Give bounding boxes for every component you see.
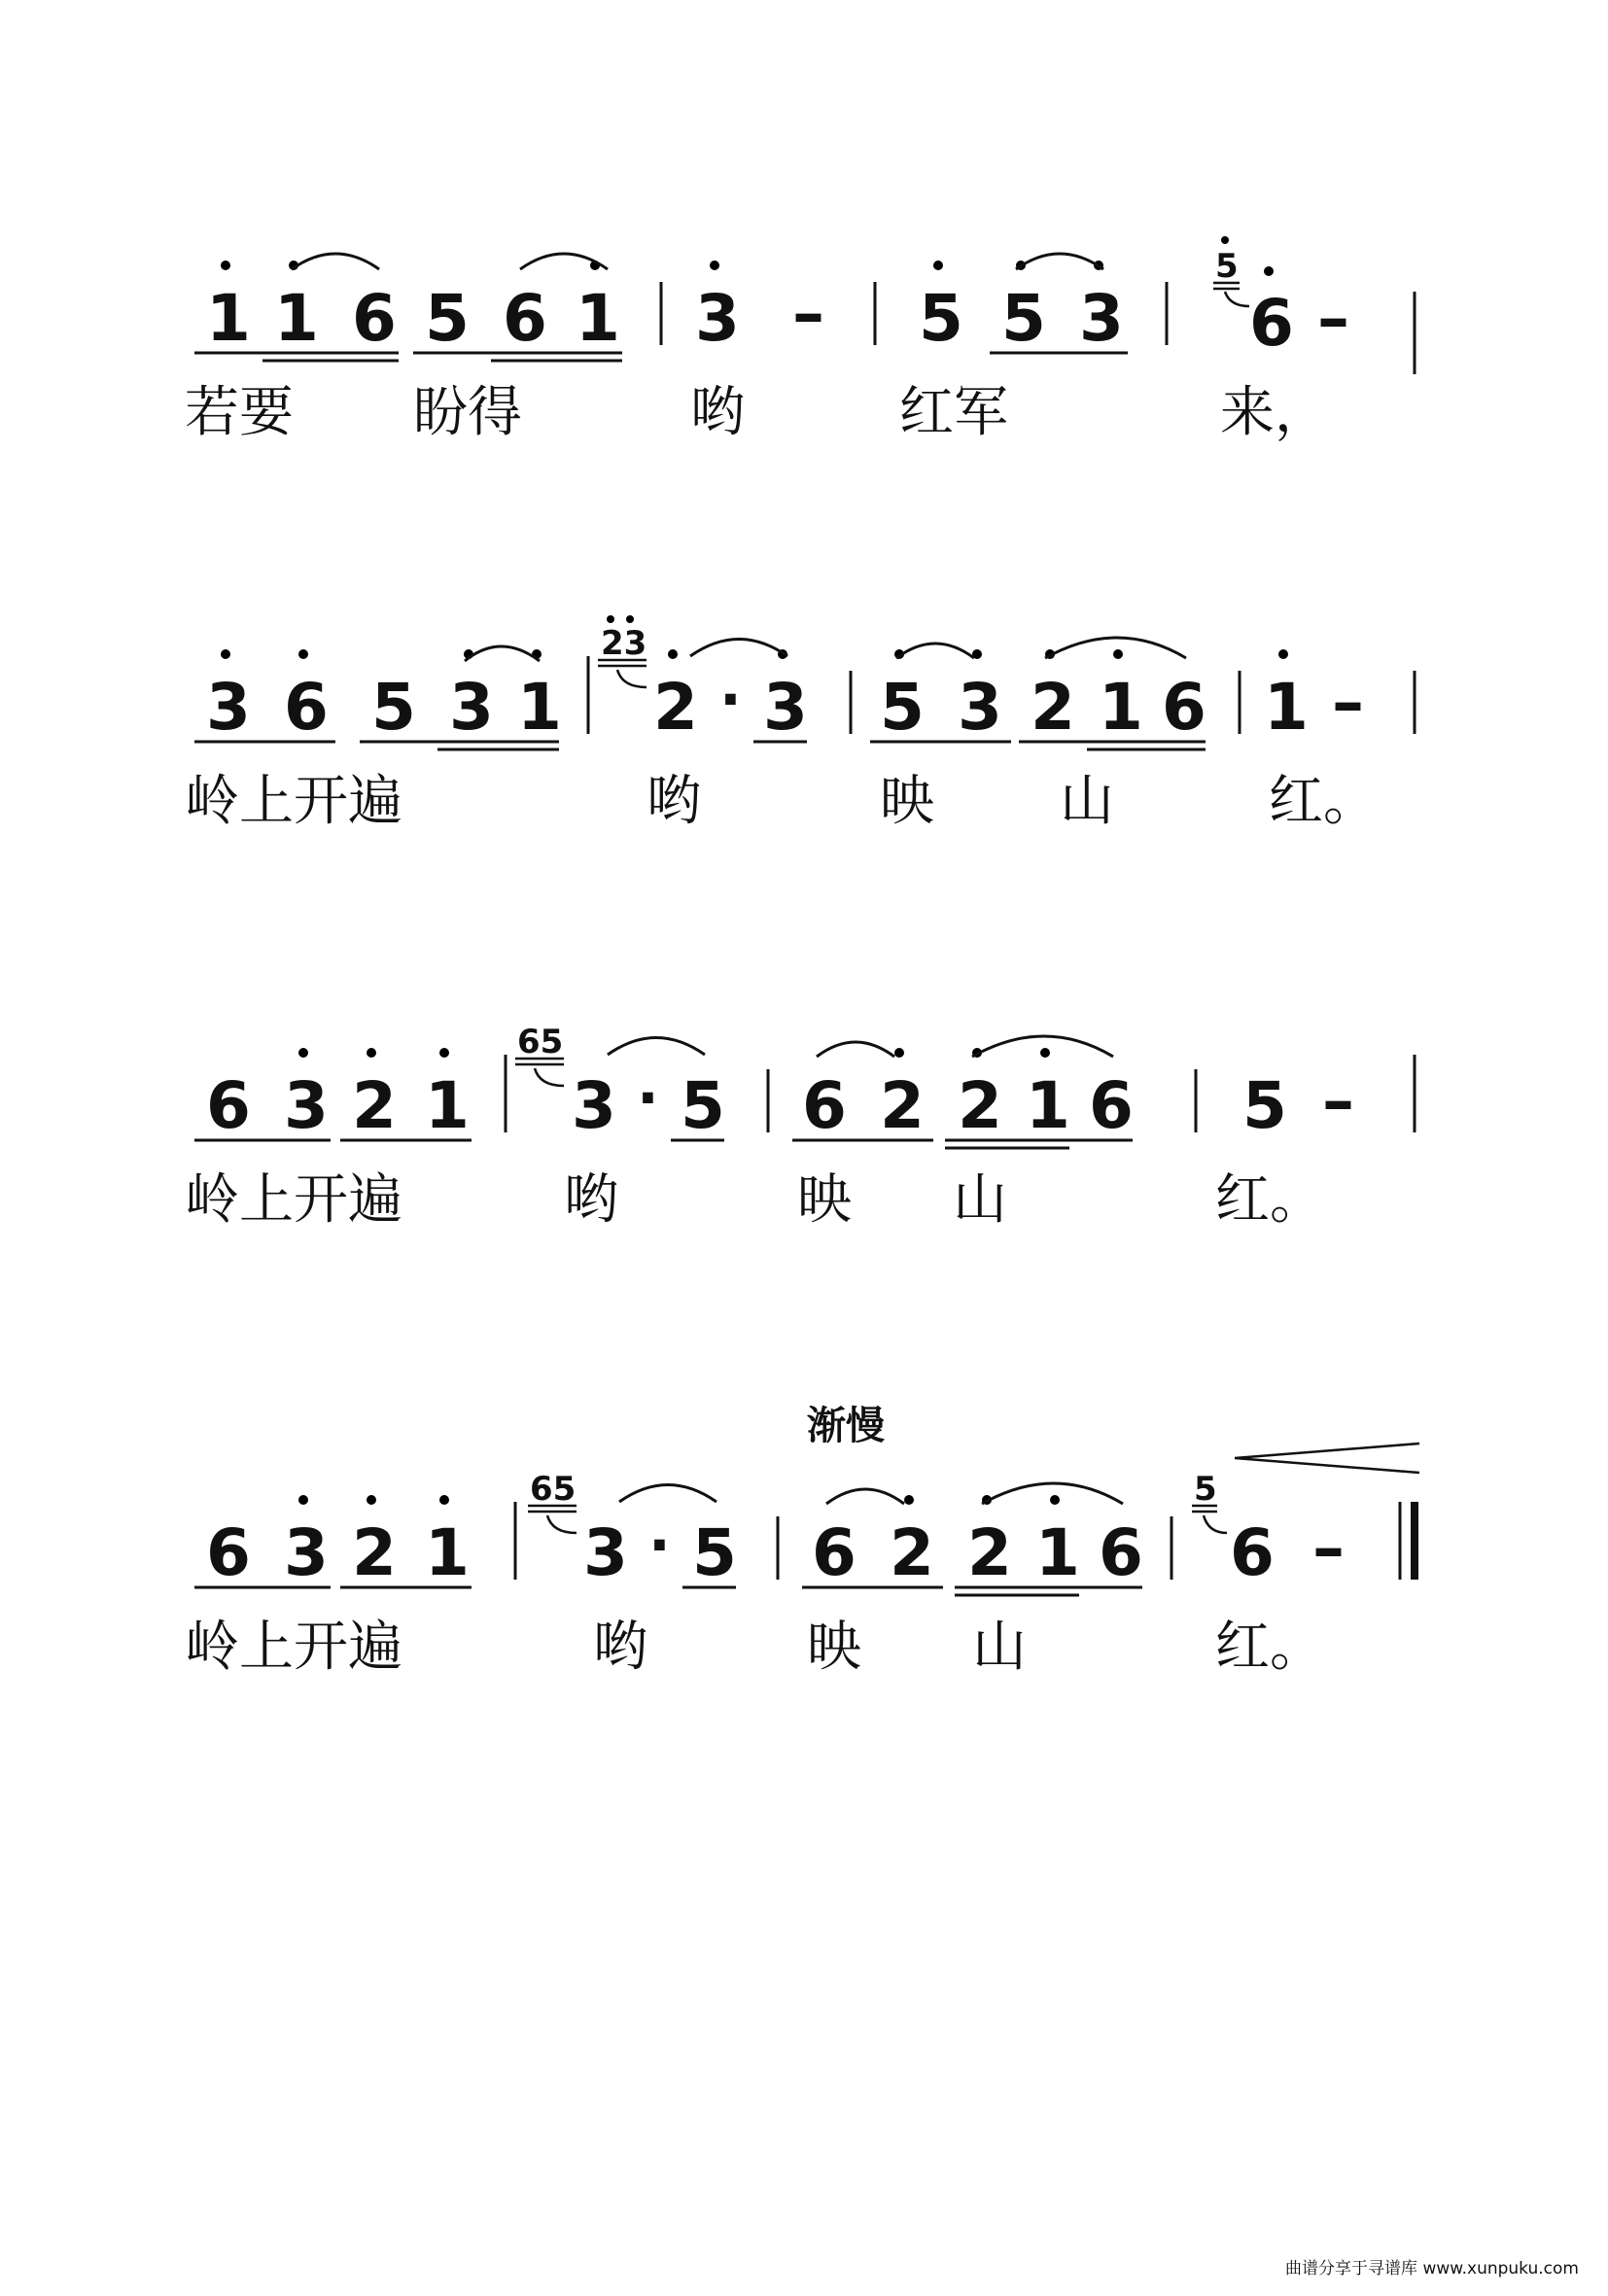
octave-dot (1278, 649, 1288, 659)
octave-dot (1050, 1495, 1060, 1505)
octave-dot (367, 1495, 376, 1505)
lyric: 山 (972, 1616, 1027, 1679)
lyric: 红。 (1269, 770, 1378, 833)
octave-dot (933, 261, 943, 270)
grace-note: 5 (1215, 247, 1239, 286)
note: 1 (274, 281, 319, 356)
slur (690, 640, 787, 657)
lyric: 山 (953, 1168, 1007, 1232)
lyric: 红军 (899, 381, 1008, 444)
note: 6 (1099, 1515, 1143, 1590)
octave-dot (1264, 266, 1274, 276)
note: 6 (352, 281, 397, 356)
slur (465, 646, 540, 661)
dash: – (1332, 665, 1364, 740)
lyric: 映 (797, 1168, 852, 1232)
lyric: 若要 (185, 381, 294, 444)
lyric: 红。 (1215, 1168, 1324, 1232)
augmentation-dot: · (637, 1064, 659, 1132)
note: 3 (284, 1068, 329, 1143)
note: 3 (695, 281, 740, 356)
note: 3 (449, 670, 494, 745)
note: 3 (763, 670, 808, 745)
lyric: 映 (880, 770, 934, 833)
note: 1 (425, 1068, 470, 1143)
octave-dot (710, 261, 719, 270)
note: 6 (802, 1068, 847, 1143)
lyrics-line (185, 758, 1449, 836)
grace-note: 65 (517, 1023, 564, 1061)
note: 6 (812, 1515, 856, 1590)
note: 6 (206, 1515, 251, 1590)
note: 5 (692, 1515, 737, 1590)
footer-credit: 曲谱分享于寻谱库 www.xunpuku.com (1285, 2259, 1579, 2279)
note: 1 (517, 670, 562, 745)
note: 1 (1035, 1515, 1080, 1590)
octave-dot (607, 615, 614, 623)
note: 1 (1099, 670, 1143, 745)
note: 2 (1031, 670, 1075, 745)
slur (608, 1038, 705, 1056)
note: 1 (1264, 670, 1309, 745)
octave-dot (894, 1048, 904, 1058)
note: 6 (206, 1068, 251, 1143)
note: 3 (284, 1515, 329, 1590)
note: 3 (206, 670, 251, 745)
note: 6 (1230, 1515, 1275, 1590)
lyric: 岭上开遍 (185, 1168, 402, 1232)
slur (817, 1042, 894, 1057)
dash: – (1322, 1063, 1354, 1138)
octave-dot (221, 649, 230, 659)
dash: – (1317, 281, 1349, 356)
grace-slur (1225, 292, 1249, 306)
note: 5 (880, 670, 925, 745)
octave-dot (439, 1495, 449, 1505)
grace-note: 5 (1194, 1470, 1217, 1509)
octave-dot (1040, 1048, 1050, 1058)
octave-dot (367, 1048, 376, 1058)
lyric: 哟 (647, 770, 701, 833)
octave-dot (626, 615, 634, 623)
augmentation-dot: · (719, 666, 742, 734)
note: 6 (503, 281, 547, 356)
note: 2 (967, 1515, 1012, 1590)
octave-dot (298, 1495, 308, 1505)
grace-slur (547, 1515, 577, 1533)
slur (1016, 254, 1103, 269)
note: 2 (352, 1515, 397, 1590)
grace-slur (617, 670, 647, 687)
note: 6 (1162, 670, 1206, 745)
lyric: 哟 (593, 1616, 647, 1679)
note: 2 (890, 1515, 934, 1590)
grace-slur (535, 1068, 564, 1086)
lyric: 岭上开遍 (185, 1616, 402, 1679)
lyric: 哟 (564, 1168, 618, 1232)
note: 5 (1001, 281, 1046, 356)
diminuendo-hairpin (1235, 1444, 1419, 1473)
lyric: 山 (1060, 770, 1114, 833)
note: 2 (653, 670, 698, 745)
lyrics-line (185, 369, 1449, 447)
grace-note: 65 (530, 1470, 577, 1509)
slur (619, 1485, 717, 1503)
grace-slur (1204, 1515, 1227, 1533)
lyric: 哟 (690, 381, 745, 444)
slur (826, 1489, 904, 1504)
note: 2 (352, 1068, 397, 1143)
note: 3 (958, 670, 1002, 745)
lyric: 盼得 (413, 381, 522, 444)
note: 3 (572, 1068, 616, 1143)
lyrics-line (185, 1157, 1449, 1235)
octave-dot (221, 261, 230, 270)
note: 1 (206, 281, 251, 356)
dash: – (1312, 1511, 1345, 1585)
note: 2 (880, 1068, 925, 1143)
lyric: 映 (807, 1616, 861, 1679)
lyric: 来， (1220, 381, 1329, 444)
note: 3 (583, 1515, 628, 1590)
note: 5 (425, 281, 470, 356)
lyric: 红。 (1215, 1616, 1324, 1679)
augmentation-dot: · (648, 1512, 671, 1580)
note: 1 (576, 281, 620, 356)
octave-dot (439, 1048, 449, 1058)
note: 1 (1026, 1068, 1070, 1143)
octave-dot (668, 649, 678, 659)
note: 3 (1079, 281, 1124, 356)
tempo-marking: 渐慢 (807, 1404, 885, 1448)
note: 5 (1242, 1068, 1287, 1143)
octave-dot (904, 1495, 914, 1505)
octave-dot (1221, 236, 1229, 244)
note: 5 (681, 1068, 725, 1143)
lyrics-line (185, 1604, 1449, 1682)
octave-dot (298, 649, 308, 659)
slur (292, 254, 379, 269)
grace-note: 23 (601, 624, 647, 663)
octave-dot (298, 1048, 308, 1058)
octave-dot (1113, 649, 1123, 659)
note: 5 (371, 670, 416, 745)
note: 6 (1089, 1068, 1134, 1143)
note: 1 (425, 1515, 470, 1590)
dash: – (792, 276, 824, 351)
note: 5 (919, 281, 963, 356)
slur (896, 644, 974, 658)
note: 2 (958, 1068, 1002, 1143)
note: 6 (284, 670, 329, 745)
lyric: 岭上开遍 (185, 770, 402, 833)
note: 6 (1249, 286, 1294, 361)
